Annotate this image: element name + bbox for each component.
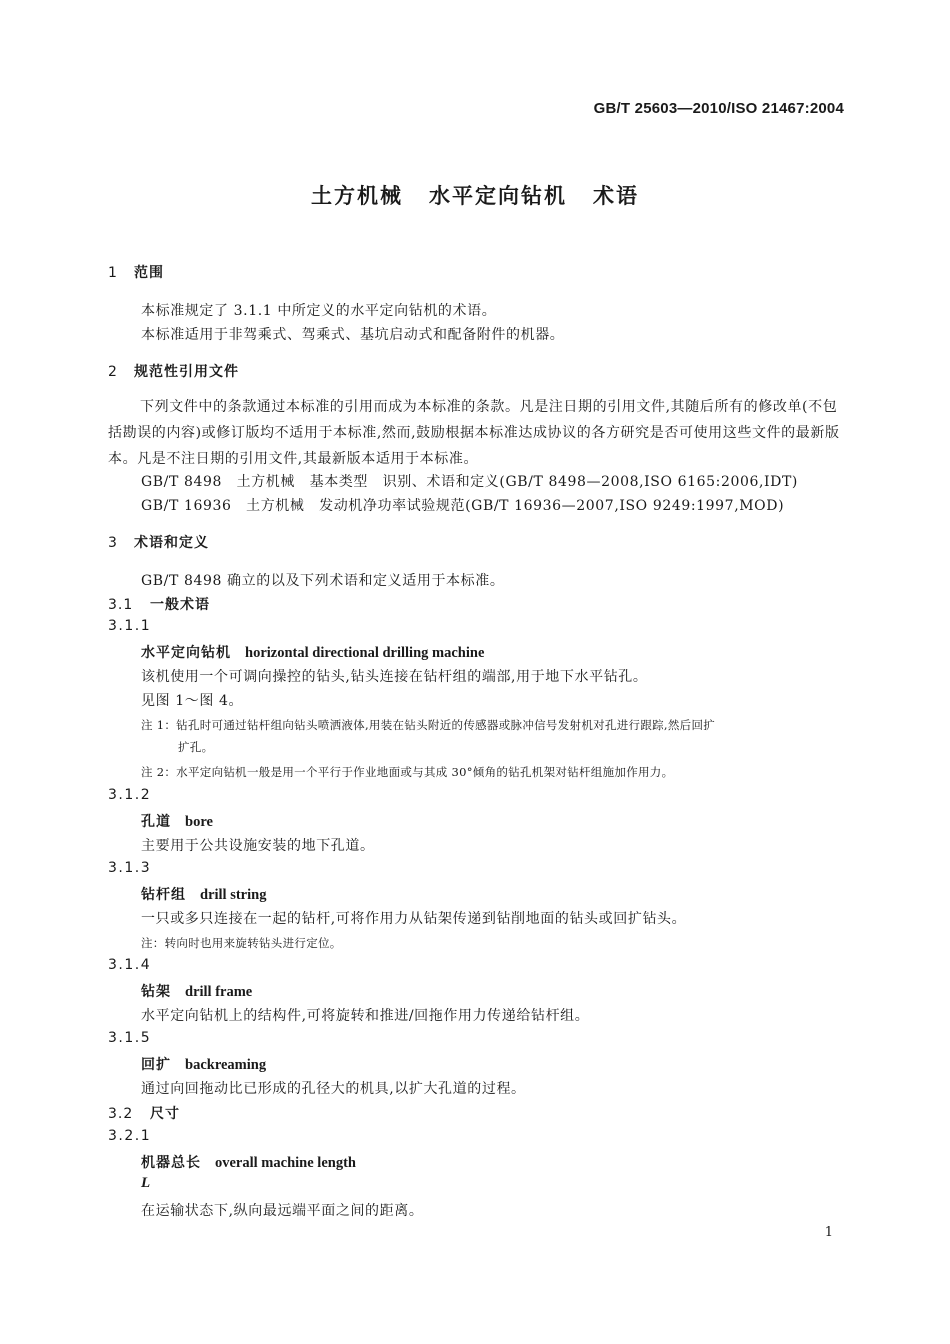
subsection-3-2-heading (108, 1103, 180, 1123)
term-english: overall machine length (215, 1155, 356, 1171)
section-3-heading (108, 532, 209, 552)
term-chinese: 机器总长 (141, 1155, 201, 1171)
normative-references-paragraph: 下列文件中的条款通过本标准的引用而成为本标准的条款。凡是注日期的引用文件,其随后所有的修改单(不包括勘误的内容)或修订版均不适用于本标准,然而,鼓励根据本标准达成协议的各方研究是否可使用这些文件的最新版本。凡是不注日期的引用文件,其最新版本适用于本标准。 (108, 399, 840, 467)
term-english: horizontal directional drilling machine (245, 645, 485, 661)
figure-reference: 见图 1～图 4。 (141, 693, 244, 709)
note-1: 注 1：钻孔时可通过钻杆组向钻头喷洒液体,用装在钻头附近的传感器或脉冲信号发射机对孔进行跟踪,然后回扩 (141, 718, 716, 732)
term-3-1-5 (141, 1054, 266, 1074)
note: 注：转向时也用来旋转钻头进行定位。 (141, 936, 342, 950)
term-english: drill frame (185, 984, 253, 1000)
reference-gbt-8498: GB/T 8498 土方机械 基本类型 识别、术语和定义(GB/T 8498—2008,ISO 6165:2006,IDT) (141, 474, 798, 490)
term-chinese: 钻架 (141, 984, 171, 1000)
term-3-1-4 (141, 981, 252, 1001)
term-chinese: 回扩 (141, 1057, 171, 1073)
term-3-1-1 (141, 642, 484, 662)
terms-intro: GB/T 8498 确立的以及下列术语和定义适用于本标准。 (141, 573, 505, 589)
term-3-1-2 (141, 811, 213, 831)
section-title: 术语和定义 (134, 535, 209, 551)
note-1-continued: 扩孔。 (178, 740, 214, 754)
page-number: 1 (824, 1225, 833, 1240)
term-number: 3.2.1 (108, 1128, 152, 1144)
section-number: 3 (108, 535, 118, 551)
term-definition: 一只或多只连接在一起的钻杆,可将作用力从钻架传递到钻削地面的钻头或回扩钻头。 (141, 911, 687, 927)
term-english: bore (185, 814, 213, 830)
term-number: 3.1.4 (108, 957, 152, 973)
term-english: drill string (200, 887, 267, 903)
section-1-heading (108, 262, 164, 282)
section-title: 规范性引用文件 (134, 364, 239, 380)
term-number: 3.1.3 (108, 860, 152, 876)
term-chinese: 钻杆组 (141, 887, 186, 903)
term-symbol: L (141, 1175, 151, 1191)
term-number: 3.1.1 (108, 618, 152, 634)
scope-paragraph-1: 本标准规定了 3.1.1 中所定义的水平定向钻机的术语。 (141, 303, 497, 319)
term-3-2-1 (141, 1152, 356, 1172)
section-2-heading (108, 361, 239, 381)
section-number: 2 (108, 364, 118, 380)
term-definition: 主要用于公共设施安装的地下孔道。 (141, 838, 375, 854)
scope-paragraph-2: 本标准适用于非驾乘式、驾乘式、基坑启动式和配备附件的机器。 (141, 327, 565, 343)
term-chinese: 水平定向钻机 (141, 645, 231, 661)
title-part-3: 术语 (593, 184, 639, 208)
section-number: 3.1 (108, 597, 134, 613)
term-3-1-3 (141, 884, 266, 904)
term-definition: 通过向回拖动比已形成的孔径大的机具,以扩大孔道的过程。 (141, 1081, 526, 1097)
section-title: 尺寸 (150, 1106, 180, 1122)
term-definition: 水平定向钻机上的结构件,可将旋转和推进/回拖作用力传递给钻杆组。 (141, 1008, 590, 1024)
title-part-1: 土方机械 (311, 184, 403, 208)
standard-number: GB/T 25603—2010/ISO 21467:2004 (593, 100, 844, 117)
term-definition: 该机使用一个可调向操控的钻头,钻头连接在钻杆组的端部,用于地下水平钻孔。 (141, 669, 648, 685)
document-title (0, 180, 950, 210)
section-number: 1 (108, 265, 118, 281)
term-chinese: 孔道 (141, 814, 171, 830)
reference-gbt-16936: GB/T 16936 土方机械 发动机净功率试验规范(GB/T 16936—2007,ISO 9249:1997,MOD) (141, 498, 785, 514)
term-number: 3.1.2 (108, 787, 152, 803)
term-english: backreaming (185, 1057, 267, 1073)
subsection-3-1-heading (108, 594, 210, 614)
term-number: 3.1.5 (108, 1030, 152, 1046)
section-title: 范围 (134, 265, 164, 281)
term-definition: 在运输状态下,纵向最远端平面之间的距离。 (141, 1203, 424, 1219)
section-number: 3.2 (108, 1106, 134, 1122)
title-part-2: 水平定向钻机 (429, 184, 567, 208)
section-title: 一般术语 (150, 597, 210, 613)
note-2: 注 2：水平定向钻机一般是用一个平行于作业地面或与其成 30°倾角的钻孔机架对钻杆组施加作用力。 (141, 765, 674, 779)
